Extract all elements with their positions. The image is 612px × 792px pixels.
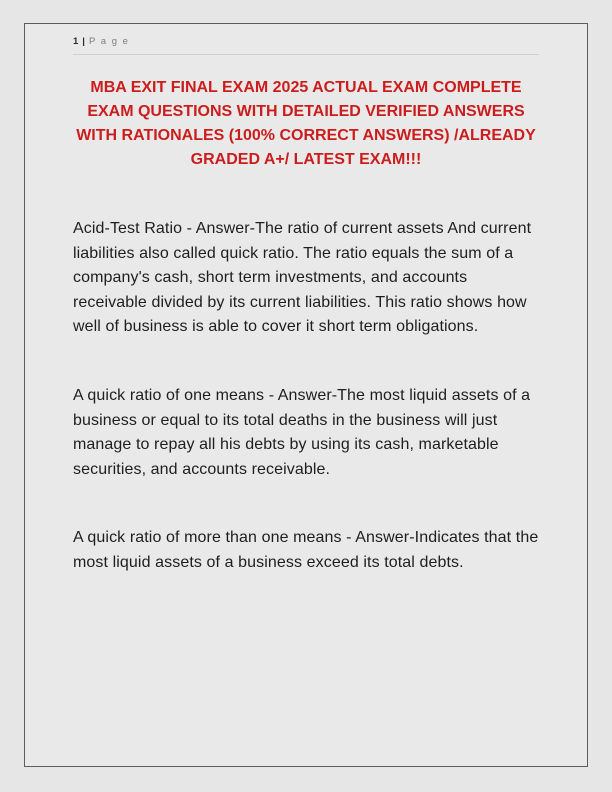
page-content — [25, 24, 587, 576]
page-number: 1 — [73, 36, 79, 47]
paragraph-quick-ratio-of-one: A quick ratio of one means - Answer-The most liquid assets of a business or equal to its total deaths in the business will just manage to repay all his debts by using its cash, marketable securities, and accounts receivable. — [73, 386, 531, 478]
page-header-separator: | — [82, 36, 85, 47]
paragraph-quick-ratio-more-than-one: A quick ratio of more than one means - Answer-Indicates that the most liquid assets of a business exceed its total debts. — [73, 529, 539, 571]
document-page — [24, 23, 588, 767]
page-header-label: P a g e — [88, 36, 130, 47]
page-header — [73, 36, 539, 55]
document-title: MBA EXIT FINAL EXAM 2025 ACTUAL EXAM COMPLETE EXAM QUESTIONS WITH DETAILED VERIFIED ANSWERS WITH RATIONALES (100% CORRECT ANSWERS) /ALREADY GRADED A+/ LATEST EXAM!!! — [76, 79, 536, 168]
paragraph-acid-test-ratio: Acid-Test Ratio - Answer-The ratio of current assets And current liabilities also called quick ratio. The ratio equals the sum of a company's cash, short term investments, and accounts receivable divided by its current liabilities. This ratio shows how well of business is able to cover it short term obligations. — [73, 220, 532, 336]
